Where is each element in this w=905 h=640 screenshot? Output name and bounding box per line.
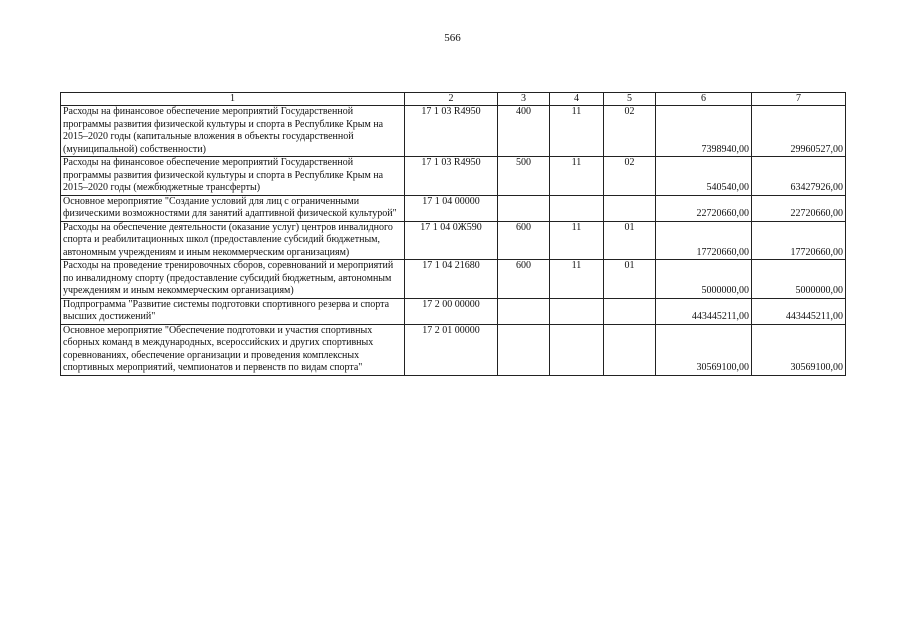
amount-cell: 29960527,00 <box>752 106 846 157</box>
expense-type-cell <box>498 195 550 221</box>
budget-code-cell: 17 1 03 R4950 <box>405 157 498 196</box>
amount-cell: 22720660,00 <box>656 195 752 221</box>
table-row <box>61 260 846 299</box>
column-header: 6 <box>656 93 752 106</box>
expense-name-cell: Расходы на проведение тренировочных сборов, соревнований и мероприятий по инвалидному спорту (предоставление субсидий бюджетным, автономным учреждениям и иным некоммерческим организациям) <box>61 260 405 299</box>
subsection-cell: 02 <box>604 157 656 196</box>
expense-type-cell: 600 <box>498 221 550 260</box>
section-cell: 11 <box>550 106 604 157</box>
expense-name-cell: Расходы на обеспечение деятельности (оказание услуг) центров инвалидного спорта и реабилитационных школ (предоставление субсидий бюджетным, автономным учреждениям и иным некоммерческим организациям) <box>61 221 405 260</box>
table-row <box>61 106 846 157</box>
subsection-cell: 01 <box>604 260 656 299</box>
amount-cell: 30569100,00 <box>752 324 846 375</box>
column-header: 7 <box>752 93 846 106</box>
column-header: 1 <box>61 93 405 106</box>
section-cell: 11 <box>550 221 604 260</box>
column-header: 4 <box>550 93 604 106</box>
expense-type-cell: 500 <box>498 157 550 196</box>
amount-cell: 5000000,00 <box>752 260 846 299</box>
expense-type-cell: 400 <box>498 106 550 157</box>
expense-type-cell <box>498 298 550 324</box>
amount-cell: 5000000,00 <box>656 260 752 299</box>
expense-name-cell: Основное мероприятие "Создание условий для лиц с ограниченными физическими возможностями для занятий адаптивной физической культурой" <box>61 195 405 221</box>
expense-name-cell: Расходы на финансовое обеспечение мероприятий Государственной программы развития физической культуры и спорта в Республике Крым на 2015–2020 годы (капитальные вложения в объекты государственной (муниципальной) собственности) <box>61 106 405 157</box>
budget-code-cell: 17 1 04 00000 <box>405 195 498 221</box>
amount-cell: 17720660,00 <box>752 221 846 260</box>
amount-cell: 540540,00 <box>656 157 752 196</box>
expense-type-cell <box>498 324 550 375</box>
subsection-cell <box>604 195 656 221</box>
budget-table <box>60 92 846 376</box>
budget-code-cell: 17 2 00 00000 <box>405 298 498 324</box>
expense-type-cell: 600 <box>498 260 550 299</box>
section-cell <box>550 298 604 324</box>
expense-name-cell: Расходы на финансовое обеспечение мероприятий Государственной программы развития физической культуры и спорта в Республике Крым на 2015–2020 годы (межбюджетные трансферты) <box>61 157 405 196</box>
amount-cell: 17720660,00 <box>656 221 752 260</box>
table-row <box>61 298 846 324</box>
budget-code-cell: 17 2 01 00000 <box>405 324 498 375</box>
amount-cell: 443445211,00 <box>752 298 846 324</box>
subsection-cell <box>604 324 656 375</box>
budget-code-cell: 17 1 04 0Ж590 <box>405 221 498 260</box>
subsection-cell: 01 <box>604 221 656 260</box>
budget-code-cell: 17 1 03 R4950 <box>405 106 498 157</box>
expense-name-cell: Подпрограмма "Развитие системы подготовки спортивного резерва и спорта высших достижений" <box>61 298 405 324</box>
expense-name-cell: Основное мероприятие "Обеспечение подготовки и участия спортивных сборных команд в международных, всероссийских и других спортивных соревнованиях, обеспечение организации и проведения комплексных спортивных мероприятий, чемпионатов и первенств по видам спорта" <box>61 324 405 375</box>
amount-cell: 7398940,00 <box>656 106 752 157</box>
amount-cell: 30569100,00 <box>656 324 752 375</box>
column-header: 5 <box>604 93 656 106</box>
section-cell: 11 <box>550 157 604 196</box>
budget-code-cell: 17 1 04 21680 <box>405 260 498 299</box>
section-cell: 11 <box>550 260 604 299</box>
subsection-cell: 02 <box>604 106 656 157</box>
table-row <box>61 221 846 260</box>
section-cell <box>550 195 604 221</box>
amount-cell: 443445211,00 <box>656 298 752 324</box>
table-row <box>61 157 846 196</box>
subsection-cell <box>604 298 656 324</box>
table-row <box>61 195 846 221</box>
table-row <box>61 324 846 375</box>
column-header: 2 <box>405 93 498 106</box>
section-cell <box>550 324 604 375</box>
column-header: 3 <box>498 93 550 106</box>
amount-cell: 63427926,00 <box>752 157 846 196</box>
page-number: 566 <box>444 32 461 44</box>
table-header-row <box>61 93 846 106</box>
amount-cell: 22720660,00 <box>752 195 846 221</box>
